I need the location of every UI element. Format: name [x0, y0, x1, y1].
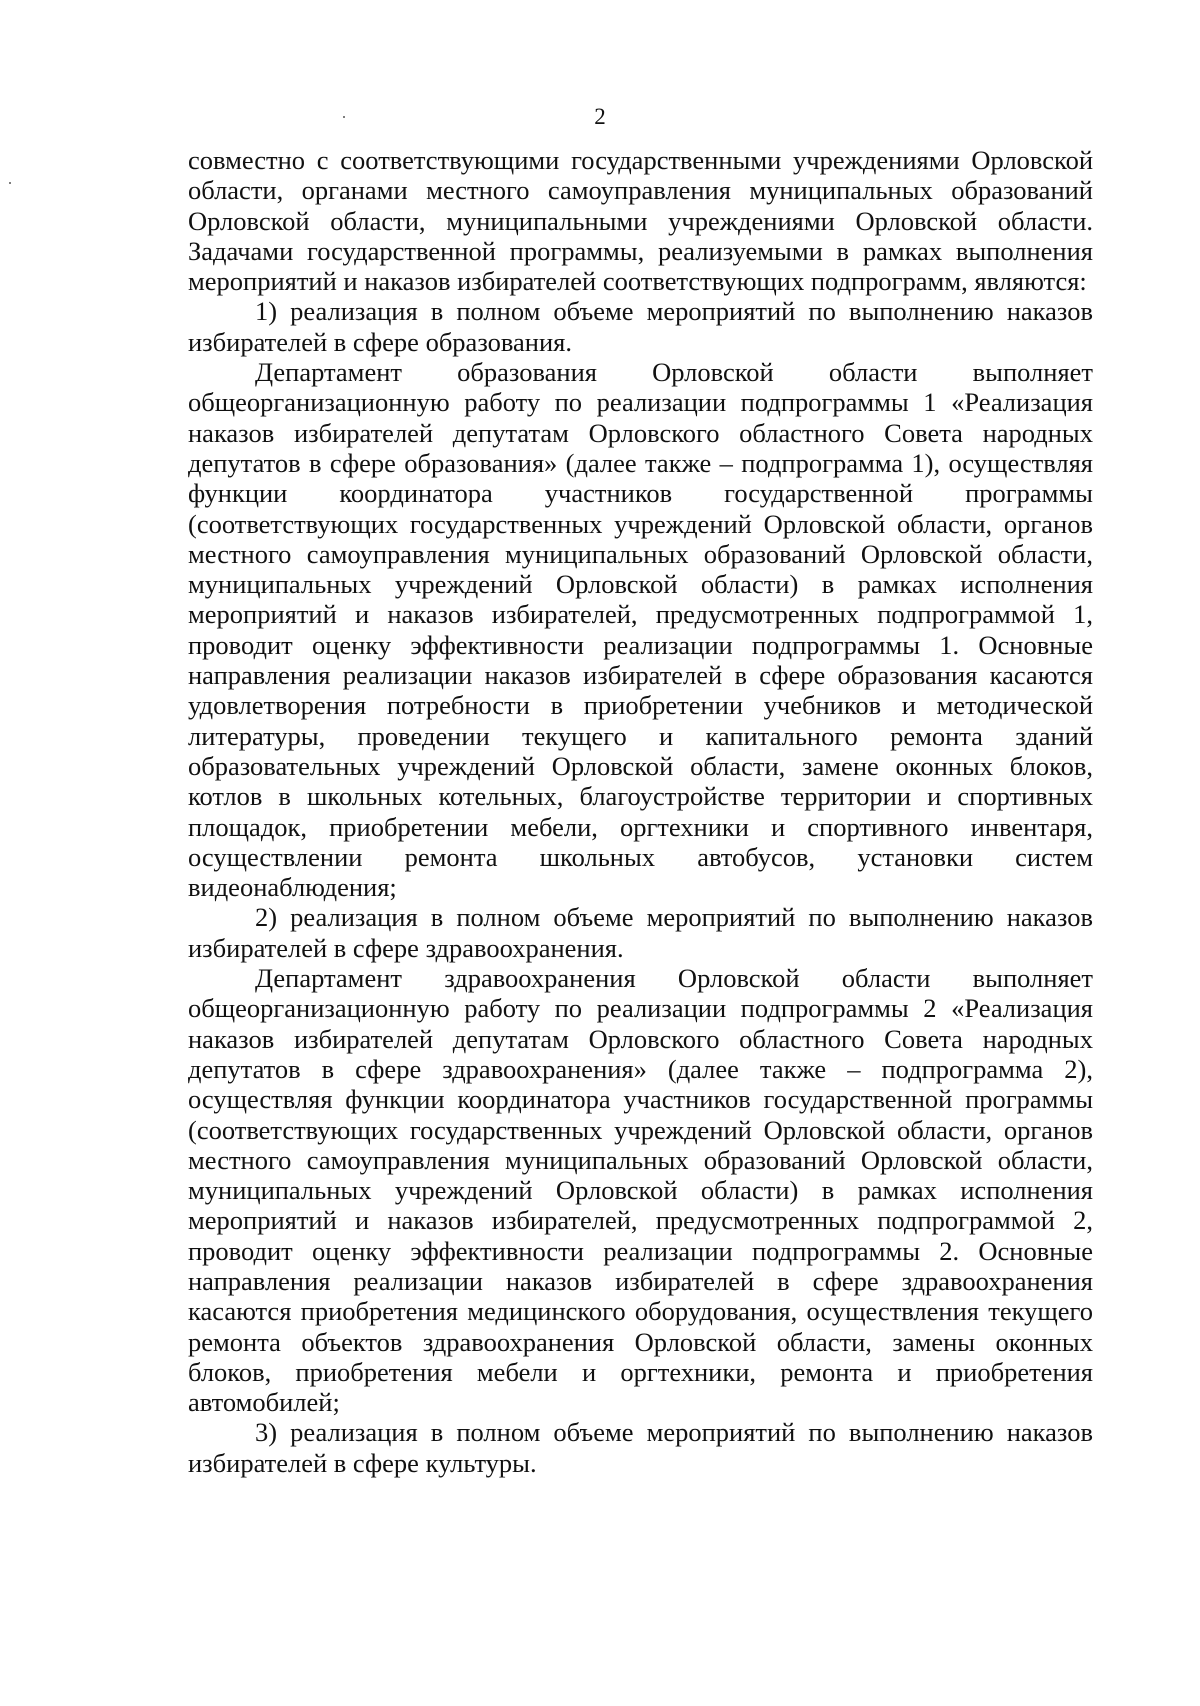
page-number: 2: [594, 104, 606, 129]
paragraph-task-healthcare: 2) реализация в полном объеме мероприятий по выполнению наказов избирателей в сфере здравоохранения.: [188, 902, 1093, 963]
paragraph-task-education: 1) реализация в полном объеме мероприятий по выполнению наказов избирателей в сфере образования.: [188, 296, 1093, 357]
scan-speck: [9, 182, 11, 184]
paragraph-task-culture: 3) реализация в полном объеме мероприятий по выполнению наказов избирателей в сфере культуры.: [188, 1417, 1093, 1478]
paragraph-healthcare-department: Департамент здравоохранения Орловской области выполняет общеорганизационную работу по реализации подпрограммы 2 «Реализация наказов избирателей депутатам Орловского областного Совета народных депутатов в сфере здравоохранения» (далее также – подпрограмма 2), осуществляя функции координатора участников государственной программы (соответствующих государственных учреждений Орловской области, органов местного самоуправления муниципальных образований Орловской области, муниципальных учреждений Орловской области) в рамках исполнения мероприятий и наказов избирателей, предусмотренных подпрограммой 2, проводит оценку эффективности реализации подпрограммы 2. Основные направления реализации наказов избирателей в сфере здравоохранения касаются приобретения медицинского оборудования, осуществления текущего ремонта объектов здравоохранения Орловской области, замены оконных блоков, приобретения мебели и оргтехники, ремонта и приобретения автомобилей;: [188, 963, 1093, 1418]
paragraph-continuation: совместно с соответствующими государственными учреждениями Орловской области, органами местного самоуправления муниципальных образований Орловской области, муниципальными учреждениями Орловской области. Задачами государственной программы, реализуемыми в рамках выполнения мероприятий и наказов избирателей соответствующих подпрограмм, являются:: [188, 145, 1093, 297]
paragraph-education-department: Департамент образования Орловской области выполняет общеорганизационную работу по реализации подпрограммы 1 «Реализация наказов избирателей депутатам Орловского областного Совета народных депутатов в сфере образования» (далее также – подпрограмма 1), осуществляя функции координатора участников государственной программы (соответствующих государственных учреждений Орловской области, органов местного самоуправления муниципальных образований Орловской области, муниципальных учреждений Орловской области) в рамках исполнения мероприятий и наказов избирателей, предусмотренных подпрограммой 1, проводит оценку эффективности реализации подпрограммы 1. Основные направления реализации наказов избирателей в сфере образования касаются удовлетворения потребности в приобретении учебников и методической литературы, проведении текущего и капитального ремонта зданий образовательных учреждений Орловской области, замене оконных блоков, котлов в школьных котельных, благоустройстве территории и спортивных площадок, приобретении мебели, оргтехники и спортивного инвентаря, осуществлении ремонта школьных автобусов, установки систем видеонаблюдения;: [188, 357, 1093, 903]
document-body: [188, 145, 1093, 1478]
